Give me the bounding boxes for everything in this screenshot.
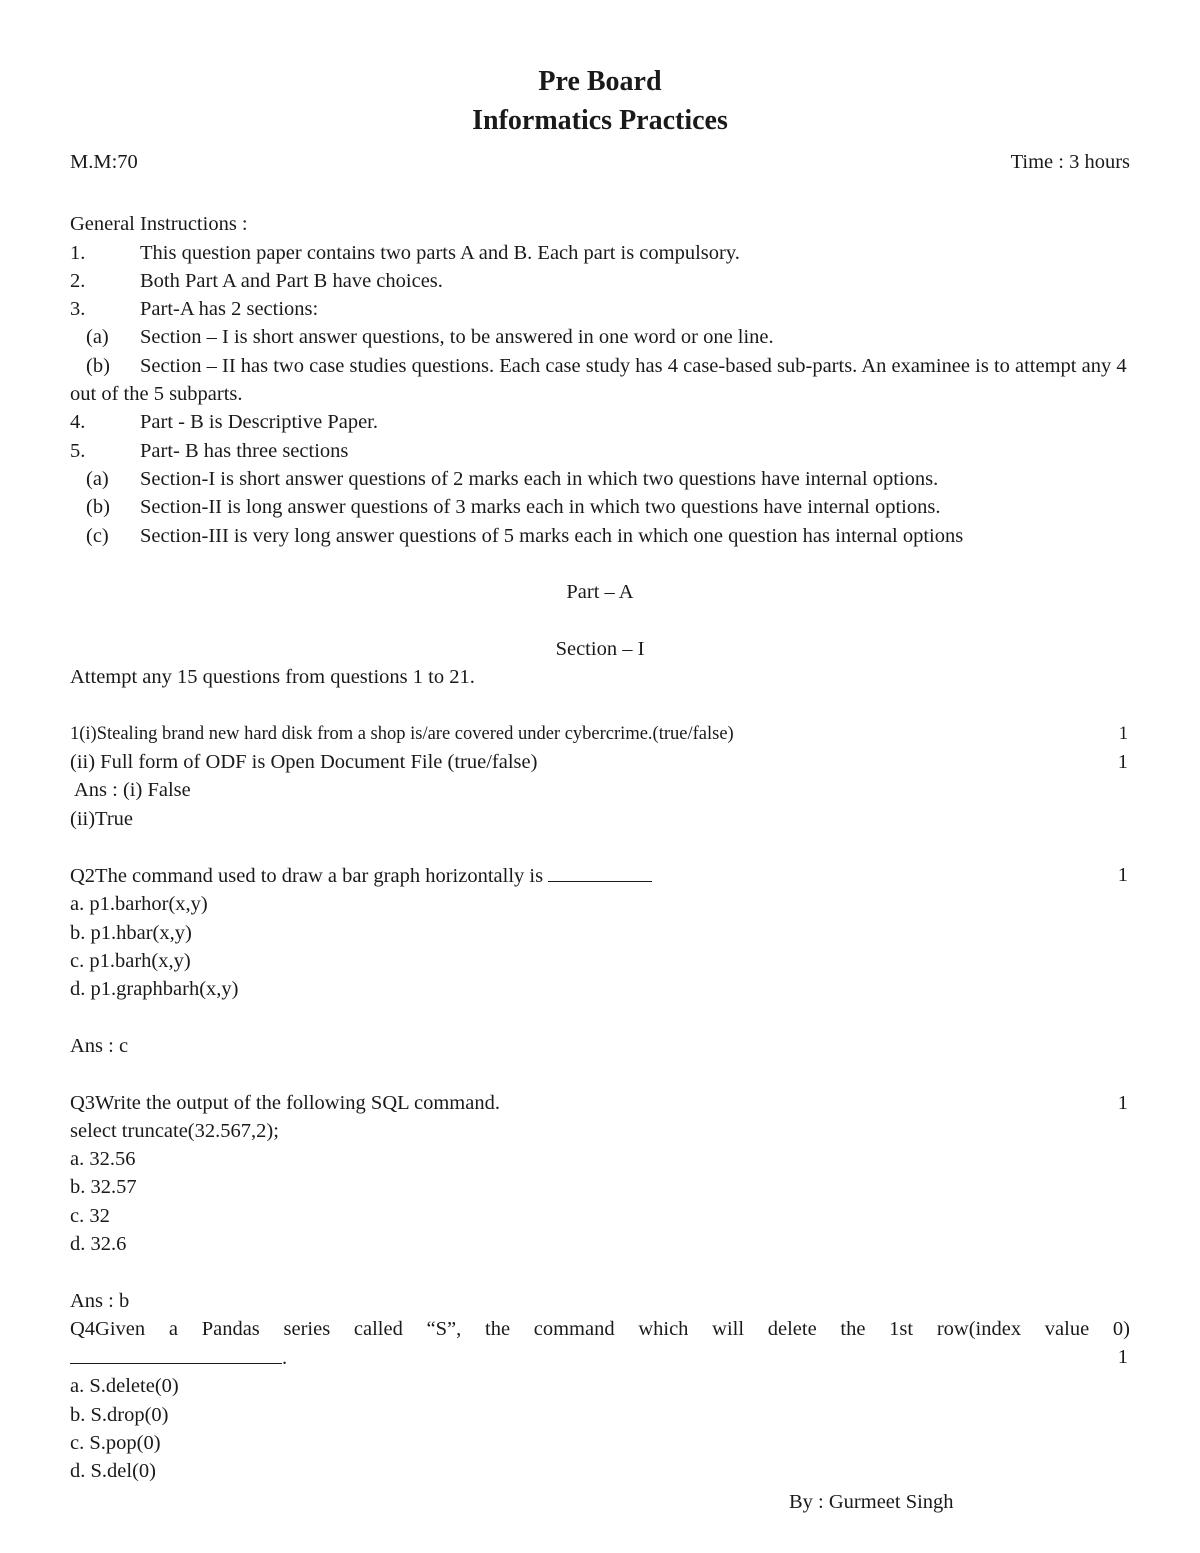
time-allowed: Time : 3 hours: [1010, 151, 1130, 173]
option: b. S.drop(0): [70, 1403, 169, 1426]
part-a-heading: Part – A: [566, 581, 634, 604]
answer: Ans : c: [70, 1034, 129, 1057]
option: d. S.del(0): [70, 1460, 156, 1483]
question-mark: 1: [1118, 723, 1128, 744]
question-1: [70, 720, 1130, 833]
question-2: [70, 861, 1130, 1060]
attempt-note: Attempt any 15 questions from questions 1 to 21.: [70, 666, 475, 689]
question-line: Q3Write the output of the following SQL command. 1: [70, 1089, 1130, 1117]
answer: (ii)True: [70, 807, 134, 830]
question-mark: 1: [1117, 1346, 1128, 1369]
sql-command: select truncate(32.567,2);: [70, 1119, 279, 1142]
question-line: . 1: [70, 1343, 1130, 1372]
instruction-item: 4. Part - B is Descriptive Paper.: [70, 411, 378, 434]
option: a. 32.56: [70, 1148, 136, 1171]
option: c. S.pop(0): [70, 1432, 161, 1455]
option: a. S.delete(0): [70, 1375, 179, 1398]
question-mark: 1: [1117, 1091, 1128, 1114]
option: c. 32: [70, 1204, 110, 1227]
option: d. p1.graphbarh(x,y): [70, 978, 239, 1001]
option: d. 32.6: [70, 1232, 127, 1255]
answer: Ans : b: [70, 1289, 130, 1312]
question-line: (ii) Full form of ODF is Open Document File (true/false) 1: [70, 748, 1130, 776]
instruction-item: 2. Both Part A and Part B have choices.: [70, 269, 443, 292]
doc-title: Pre Board: [538, 66, 662, 97]
option: c. p1.barh(x,y): [70, 950, 191, 973]
question-line: Q2The command used to draw a bar graph horizontally is 1: [70, 861, 1130, 890]
instruction-subitem: (a) Section-I is short answer questions of 2 marks each in which two questions have internal options.: [86, 467, 939, 490]
instruction-item: 3. Part-A has 2 sections:: [70, 298, 319, 321]
section-heading: Section – I: [555, 637, 645, 660]
question-3: [70, 1089, 1130, 1315]
instructions: [70, 210, 1130, 550]
answer: Ans : (i) False: [70, 779, 191, 802]
instruction-item: 5. Part- B has three sections: [70, 439, 349, 462]
option: a. p1.barhor(x,y): [70, 893, 208, 916]
option: b. p1.hbar(x,y): [70, 921, 192, 944]
max-marks: M.M:70: [70, 151, 138, 173]
instructions-heading: General Instructions :: [70, 213, 248, 236]
question-mark: 1: [1117, 864, 1128, 887]
question-mark: 1: [1117, 750, 1128, 773]
option: b. 32.57: [70, 1176, 137, 1199]
answer-blank: [548, 861, 652, 882]
question-4: [70, 1315, 1130, 1486]
question-line: 1(i)Stealing brand new hard disk from a shop is/are covered under cybercrime.(true/false) 1: [70, 720, 1130, 748]
instruction-subitem: (a) Section – I is short answer questions, to be answered in one word or one line.: [86, 326, 774, 349]
question-line: Q4Given a Pandas series called “S”, the command which will delete the 1st row(index value 0): [70, 1317, 1130, 1340]
instruction-subitem: (b) Section – II has two case studies questions. Each case study has 4 case-based sub-parts. An examinee is to attempt any 4 out of the 5 subparts.: [70, 354, 1127, 406]
instruction-subitem: (b) Section-II is long answer questions of 3 marks each in which two questions have internal options.: [86, 496, 941, 519]
instruction-subitem: (c) Section-III is very long answer questions of 5 marks each in which one question has internal options: [86, 524, 964, 547]
title-block: [70, 0, 1130, 140]
marks-time-row: [70, 142, 1130, 182]
instruction-item: 1. This question paper contains two parts A and B. Each part is compulsory.: [70, 241, 740, 264]
author-credit: By : Gurmeet Singh: [789, 1491, 954, 1513]
doc-subtitle: Informatics Practices: [472, 105, 728, 136]
answer-blank: [70, 1343, 282, 1364]
